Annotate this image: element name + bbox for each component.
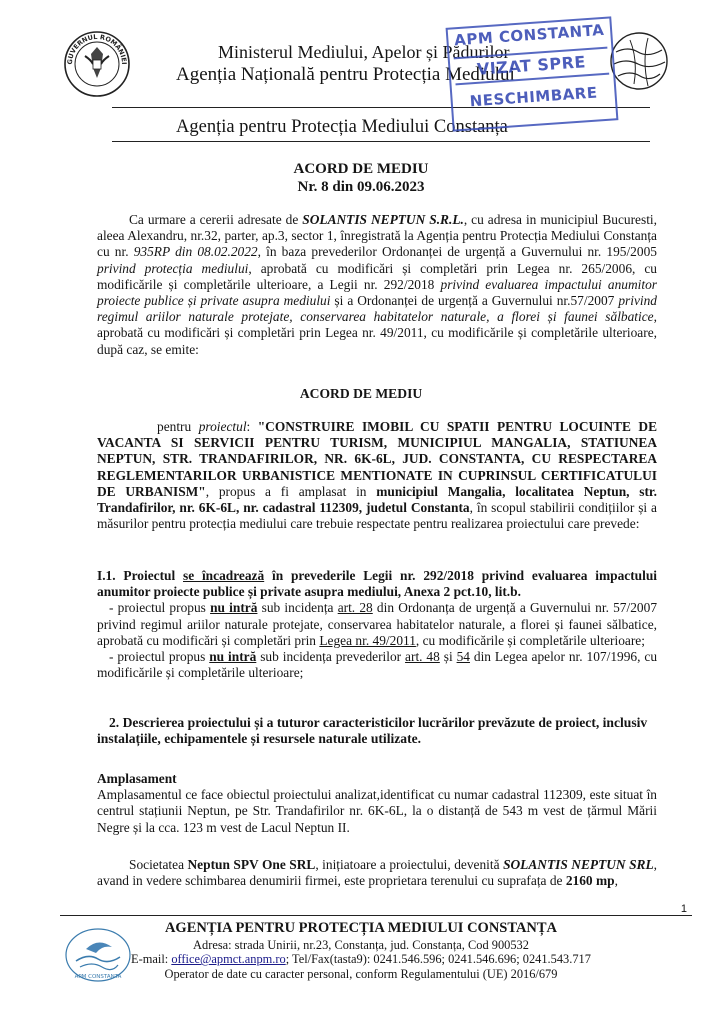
amplasament-title: Amplasament	[97, 771, 177, 786]
footer-agency-title: AGENȚIA PENTRU PROTECȚIA MEDIULUI CONSTANȚA	[164, 920, 558, 936]
amplasament-block	[97, 771, 657, 836]
stamp-line-3: NESCHIMBARE	[469, 83, 599, 111]
header-divider-bottom	[112, 141, 650, 142]
anpm-globe-logo-icon	[608, 30, 670, 92]
national-agency-name: Agenția Națională pentru Protecția Mediului	[176, 64, 515, 85]
section-1-heading: I.1. Proiectul se încadrează în prevederile Legii nr. 292/2018 privind evaluarea impactului anumitor proiecte publice și private asupra mediului, Anexa 2 pct.10, lit.b.	[97, 568, 658, 600]
document-number: Nr. 8 din 09.06.2023	[297, 179, 425, 195]
owner-paragraph: Societatea Neptun SPV One SRL, inițiatoare a proiectului, devenită SOLANTIS NEPTUN SRL, avand in vedere schimbarea denumirii firmei, este proprietara terenului cu suprafața de 2160 mp,	[97, 857, 657, 889]
page-number: 1	[680, 903, 687, 915]
svg-text:GUVERNUL ROMÂNIEI: GUVERNUL ROMÂNIEI	[65, 32, 129, 65]
approval-stamp	[446, 16, 619, 131]
footer-email-link[interactable]: office@apmct.anpm.ro	[171, 952, 286, 967]
intro-paragraph: Ca urmare a cererii adresate de SOLANTIS NEPTUN S.R.L., cu adresa in municipiul Bucuresti, aleea Alexandru, nr.32, parter, ap.3, sector 1, înregistrată la Agenția pentru Protecția Mediului Constanța cu nr. 935RP din 08.02.2022, în baza prevederilor Ordonanței de urgență a Guvernului nr. 195/2005 privind protecția mediului, aprobată cu modificări și completări prin Legea nr. 265/2006, cu modificările și completările ulterioare, a Legii nr. 292/2018 privind evaluarea impactului anumitor proiecte publice și private asupra mediului și a Ordonanței de urgență a Guvernului nr.57/2007 privind regimul ariilor naturale protejate, conservarea habitatelor naturale, a florei și faunei sălbatice, aprobată cu modificări și completări prin Legea nr. 49/2011, cu modificările și completările ulterioare, după caz, se emite:	[97, 212, 658, 357]
project-name: "CONSTRUIRE IMOBIL CU SPATII PENTRU LOCUINTE DE VACANTA SI SERVICII PENTRU TURISM, MUNICIPIUL MANGALIA, STATIUNEA NEPTUN, STR. TRANDAFIRILOR, NR. 6K-6L, JUD. CONSTANTA, CU RESPECTAREA REGLEMENTARILOR URBANISTICE MENTIONATE IN CUPRINSUL CERTIFICATULUI DE URBANISM"	[97, 419, 657, 499]
footer-block	[0, 921, 722, 981]
document-title: ACORD DE MEDIU	[293, 161, 429, 177]
footer-gdpr-note: Operator de date cu caracter personal, conform Regulamentului (UE) 2016/679	[164, 966, 558, 981]
applicant-name: SOLANTIS NEPTUN S.R.L.	[302, 212, 464, 227]
project-location: municipiul Mangalia, localitatea Neptun, str. Trandafirilor, nr. 6K-6L, nr. cadastral 112309, judetul Constanta	[97, 483, 657, 516]
local-agency-name: Agenția pentru Protecția Mediului Constanța	[176, 117, 508, 137]
stamp-line-2: VIZAT SPRE	[454, 47, 610, 86]
section-1	[97, 568, 657, 681]
section-1-item-art28: - proiectul propus nu intră sub incidența art. 28 din Ordonanța de urgență a Guvernului nr. 57/2007 privind regimul ariilor naturale protejate, conservarea habitatelor naturale, a florei și faunei sălbatice, aprobată cu modificări și completări prin Legea nr. 49/2011, cu modificările și completările ulterioare;	[97, 600, 658, 648]
footer-address: Adresa: strada Unirii, nr.23, Constanța, jud. Constanța, Cod 900532	[193, 937, 529, 952]
crest-ring-text	[63, 30, 131, 98]
stamp-line-1: APM CONSTANTA	[453, 20, 605, 50]
section-subtitle: ACORD DE MEDIU	[299, 386, 423, 401]
svg-text:APM CONSTANTA: APM CONSTANTA	[74, 974, 122, 980]
footer-divider	[60, 915, 692, 916]
section-1-item-art48: - proiectul propus nu intră sub incidența prevederilor art. 48 și 54 din Legea apelor nr. 107/1996, cu modificările și completările ulterioare;	[97, 649, 658, 681]
project-paragraph: pentru proiectul: "CONSTRUIRE IMOBIL CU SPATII PENTRU LOCUINTE DE VACANTA SI SERVICII PENTRU TURISM, MUNICIPIUL MANGALIA, STATIUNEA NEPTUN, STR. TRANDAFIRILOR, NR. 6K-6L, JUD. CONSTANTA, CU RESPECTAREA REGLEMENTARILOR URBANISTICE MENTIONATE IN CUPRINSUL CERTIFICATULUI DE URBANISM", propus a fi amplasat in municipiul Mangalia, localitatea Neptun, str. Trandafirilor, nr. 6K-6L, nr. cadastral 112309, judetul Constanta, în scopul stabilirii condițiilor și a măsurilor pentru protecția mediului care trebuie respectate pentru realizarea proiectului care prevede:	[97, 419, 657, 532]
footer-contact: E-mail: office@apmct.anpm.ro; Tel/Fax(tasta9): 0241.546.596; 0241.546.696; 0241.543.717	[131, 952, 591, 967]
amplasament-text: Amplasamentul ce face obiectul proiectului analizat,identificat cu numar cadastral 112309, este situat în centrul stațiunii Neptun, pe Str. Trandafirilor nr. 6K-6L, la o distanță de 543 m vest de țărmul Mării Negre și la cca. 123 m vest de Lacul Neptun II.	[97, 787, 657, 835]
section-2-heading: 2. Descrierea proiectului și a tuturor caracteristicilor lucrărilor prevăzute de proiect, inclusiv instalațiile, echipamentele și resursele naturale utilizate.	[97, 715, 648, 747]
ministry-name: Ministerul Mediului, Apelor și Pădurilor	[218, 42, 510, 62]
